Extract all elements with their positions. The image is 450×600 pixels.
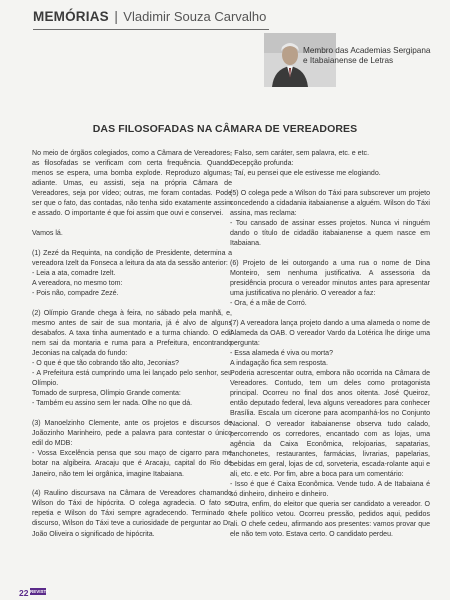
page-number: 22 <box>19 588 29 598</box>
paragraph: - Falso, sem caráter, sem palavra, etc. e etc. Decepção profunda: - Taí, eu pensei que ele estivesse me elogiando. <box>230 150 381 178</box>
paragraph: (6) Projeto de lei outorgando a uma rua o nome de Dina Monteiro, sem nenhuma justificativa. A assessoria da presidência procura o vereador minutos antes para apresentar uma justificativa no plenário. O vereador a faz: - Ora, é a mãe de Corró. <box>230 260 430 308</box>
section-name: MEMÓRIAS <box>33 9 109 24</box>
paragraph: (4) Raulino discursava na Câmara de Vereadores chamando Wilson do Táxi de hipócrita. O colega agradecia. O fato se repetia e Wilson do Táxi sempre agradecendo. Terminado o discurso, Wilson do Táxi teve a curiosidade de perguntar ao Dr. João Oliveira o significado de hipócrita. <box>32 490 232 538</box>
left-column <box>32 149 232 549</box>
article-title: DAS FILOSOFADAS NA CÂMARA DE VEREADORES <box>92 123 358 135</box>
paragraph: (5) O colega pede a Wilson do Táxi para subscrever um projeto concedendo a cidadania itabaianense a alguém. Wilson do Táxi assina, mas reclama: - Tou cansado de assinar esses projetos. Nunca vi ninguém dando o título de cidadão itabaianense a quem nasce em Itabaiana. <box>230 189 430 248</box>
paragraph: (3) Manoelzinho Clemente, ante os projetos e discursos de Joãozinho Marinheiro, pede a palavra para contestar o único edil do MDB: - Vossa Excelência pensa que sou maço de cigarro para me botar na algibeira. Aracaju que é Aracaju, capital do Rio de Janeiro, não tem lei orgânica, imagine Itabaiana. <box>32 420 232 478</box>
header-rule <box>33 29 269 30</box>
author-bio: Membro das Academias Sergipana e Itabaianense de Letras <box>303 46 431 65</box>
paragraph: (7) A vereadora lança projeto dando a uma alameda o nome de Alameda da OAB. O vereador Vardo da Lotérica lhe dirige uma pergunta: - Essa alameda é viva ou morta? A indagação fica sem resposta. Poderia acrescentar outra, embora não ocorrida na Câmara de Vereadores. Contudo, tem um deles como protagonista principal. Ocorreu no final dos anos oitenta. José Queiroz, então deputado federal, leva alguns vereadores para conhecer Brasília. Escala um cicerone para acompanhá-los no Conjunto Nacional. O vereador itabaianense observa tudo calado, percorrendo os corredores, encantado com as lojas, uma agência da Caixa Econômica, relojoarias, sapatarias, lanchonetes, restaurantes, farmácias, livrarias, papelarias, bebidas em geral, lojas de cd, sorveteria, escada-rolante aqui e ali, etc. e etc. Por fim, abre a boca para um comentário: - Isso é que é Caixa Econômica. Vende tudo. A de Itabaiana é só dinheiro, dinheiro e dinheiro. Outra, enfim, do eleitor que queria ser candidato a vereador. O chefe político vetou. Ocorreu pressão, pedidos aqui, pedidos ali. O chefe cedeu, afirmando aos presentes: vamos provar que ele não tem voto. Estava certo. O candidato perdeu. <box>230 320 430 539</box>
section-header <box>33 8 433 30</box>
paragraph: No meio de órgãos colegiados, como a Câmara de Vereadores, as filosofadas se verificam com certa frequência. Quando menos se espera, uma bomba explode. Reproduzo algumas, adiante. Umas, eu assisti, seja na própria Câmara de Vereadores, seja por vídeo; outras, me foram contadas. Pode ser que o fato, das contadas, não tenha sido exatamente assim e assado. O importante é que foi assim que ouvi e conservei. <box>32 150 232 218</box>
author-name: Vladimir Souza Carvalho <box>123 9 267 24</box>
magazine-logo: REVISTA <box>30 589 50 594</box>
paragraph: Vamos lá. <box>32 230 63 238</box>
paragraph: (1) Zezé da Requinta, na condição de Presidente, determina a vereadora Izelt da Fonseca a leitura da ata da sessão anterior: - Leia a ata, comadre Izelt. A vereadora, no mesmo tom: - Pois não, compadre Zezé. <box>32 249 232 298</box>
header-separator: | <box>114 9 118 24</box>
paragraph: (2) Olímpio Grande chega à feira, no sábado pela manhã, e, mesmo antes de sair de sua montaria, já é alvo de alguns desabafos. A taxa tinha aumentado e a turma chiando. O edil nem sai da montaria e ruma para a Prefeitura, encontrando Jeconias na calçada do fundo: - O que é que tão cobrando tão alto, Jeconias? - A Prefeitura está cumprindo uma lei lançado pelo senhor, seu Olímpio. Tomado de surpresa, Olímpio Grande comenta: - Também eu assino sem ler nada. Olhe no que dá. <box>32 310 232 408</box>
right-column <box>230 149 430 550</box>
